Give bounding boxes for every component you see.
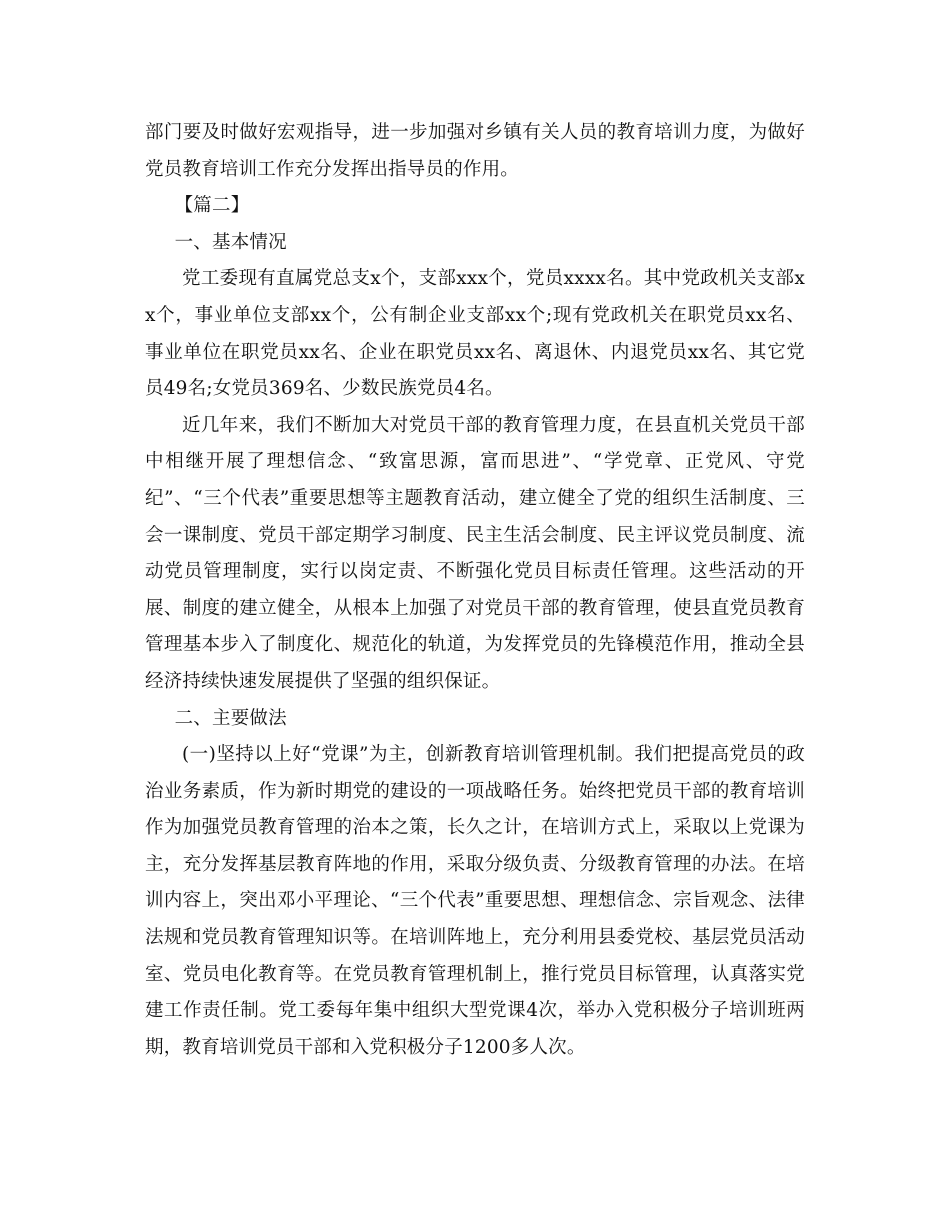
paragraph-member-statistics: 党工委现有直属党总支x个，支部xxx个，党员xxxx名。其中党政机关支部xx个，事业单位支部xx个，公有制企业支部xx个;现有党政机关在职党员xx名、事业单位在职党员xx名、企业在职党员xx名、离退休、内退党员xx名、其它党员49名;女党员369名、少数民族党员4名。: [145, 268, 805, 400]
heading-main-practices: 二、主要做法: [174, 707, 287, 729]
paragraph-continuation: 部门要及时做好宏观指导，进一步加强对乡镇有关人员的教育培训力度，为做好党员教育培训工作充分发挥出指导员的作用。: [145, 122, 805, 180]
heading-basic-situation: 一、基本情况: [174, 231, 287, 253]
section-mark-part-two: 【篇二】: [174, 195, 250, 217]
paragraph-party-lessons: (一)坚持以上好“党课”为主，创新教育培训管理机制。我们把提高党员的政治业务素质，作为新时期党的建设的一项战略任务。始终把党员干部的教育培训作为加强党员教育管理的治本之策，长久之计，在培训方式上，采取以上党课为主，充分发挥基层教育阵地的作用，采取分级负责、分级教育管理的办法。在培训内容上，突出邓小平理论、“三个代表”重要思想、理想信念、宗旨观念、法律法规和党员教育管理知识等。在培训阵地上，充分利用县委党校、基层党员活动室、党员电化教育等。在党员教育管理机制上，推行党员目标管理，认真落实党建工作责任制。党工委每年集中组织大型党课4次，举办入党积极分子培训班两期，教育培训党员干部和入党积极分子1200多人次。: [145, 744, 805, 1058]
document-body: [145, 115, 805, 1066]
paragraph-recent-years: 近几年来，我们不断加大对党员干部的教育管理力度，在县直机关党员干部中相继开展了理想信念、“致富思源，富而思进”、“学党章、正党风、守党纪”、“三个代表”重要思想等主题教育活动，建立健全了党的组织生活制度、三会一课制度、党员干部定期学习制度、民主生活会制度、民主评议党员制度、流动党员管理制度，实行以岗定责、不断强化党员目标责任管理。这些活动的开展、制度的建立健全，从根本上加强了对党员干部的教育管理，使县直党员教育管理基本步入了制度化、规范化的轨道，为发挥党员的先锋模范作用，推动全县经济持续快速发展提供了坚强的组织保证。: [145, 414, 805, 692]
